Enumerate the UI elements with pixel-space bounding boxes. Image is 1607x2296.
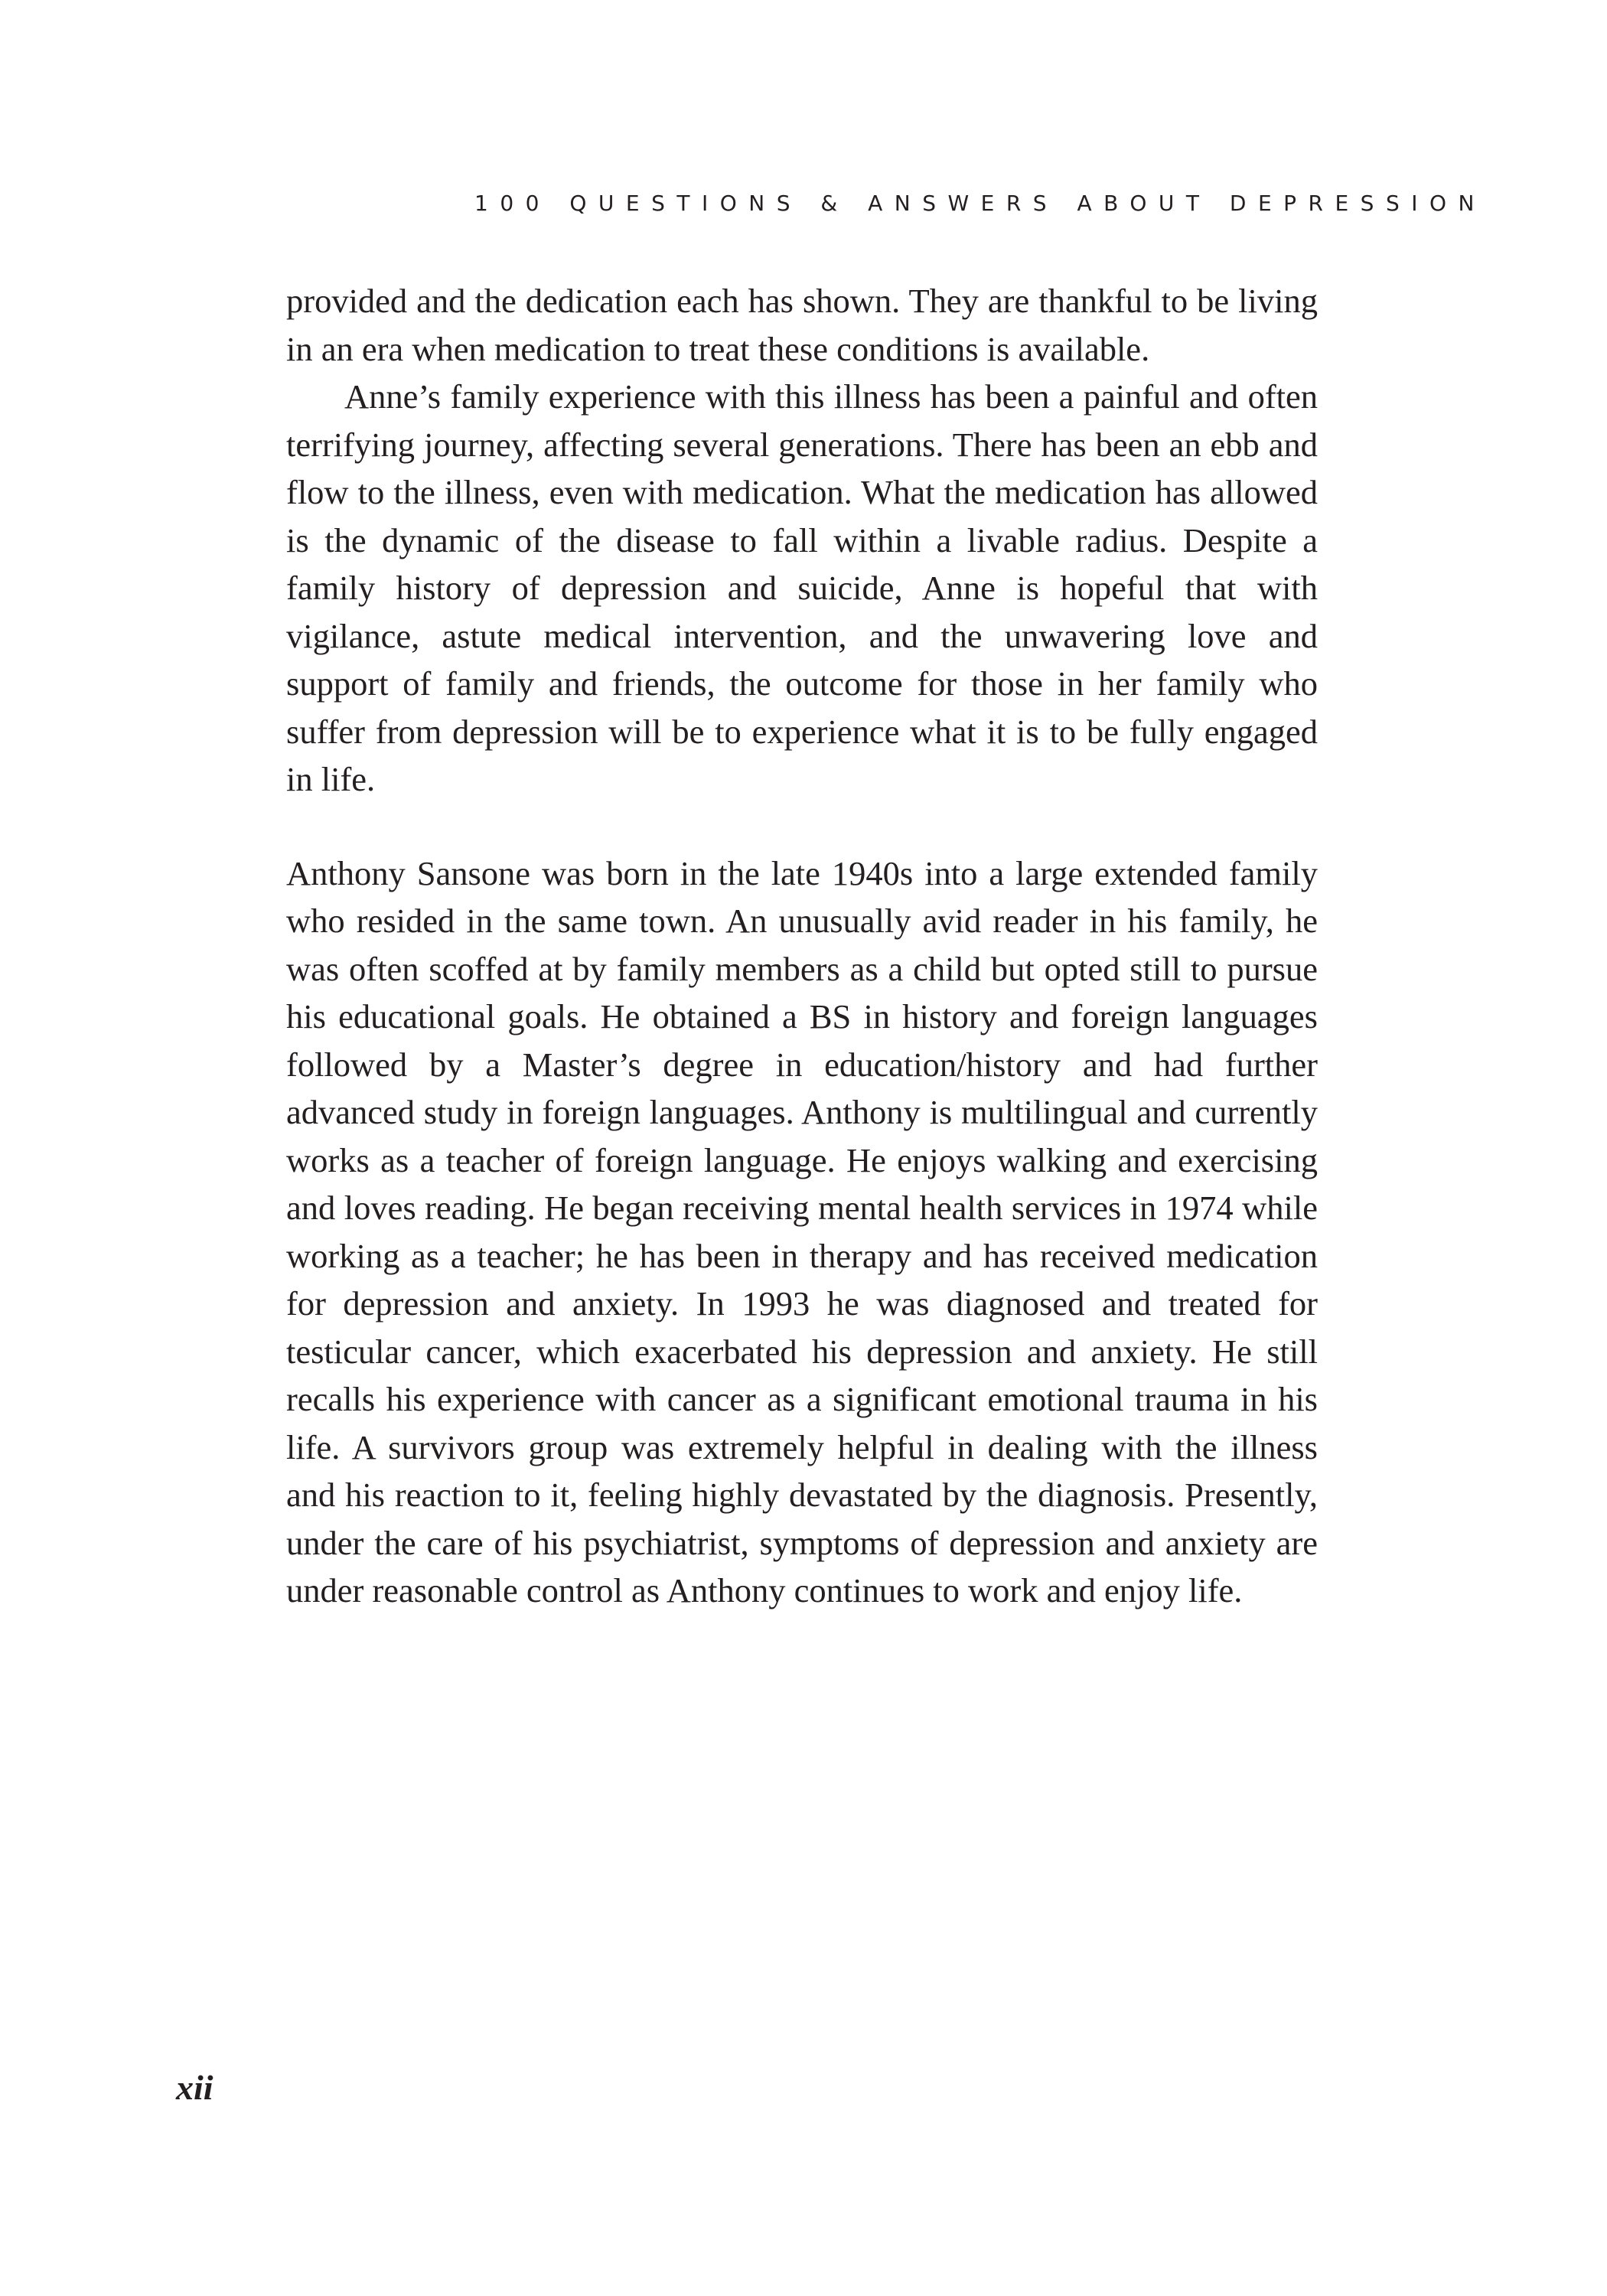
paragraph-anthony-bio: Anthony Sansone was born in the late 1940s into a large extended family who resided in the same town. An unusually avid reader in his family, he was often scoffed at by family members as a child but opted still to pursue his educational goals. He obtained a BS in history and foreign languages followed by a Master’s degree in education/history and had further advanced study in foreign languages. Anthony is multilingual and currently works as a teacher of foreign language. He enjoys walking and exercising and loves reading. He began receiving mental health services in 1974 while working as a teacher; he has been in therapy and has received medication for depression and anxiety. In 1993 he was diagnosed and treated for testicular cancer, which exacerbated his depression and anxiety. He still recalls his experience with cancer as a significant emotional trauma in his life. A survivors group was extremely helpful in dealing with the illness and his reaction to it, feeling highly devastated by the diagnosis. Presently, under the care of his psychiatrist, symptoms of depression and anxiety are under reasonable control as Anthony continues to work and enjoy life. [286,853,1318,1609]
page-number: xii [176,2068,214,2107]
running-head: 100 QUESTIONS & ANSWERS ABOUT DEPRESSION [474,191,1486,216]
paragraph-continued: provided and the dedication each has shown. They are thankful to be living in an era when medication to treat these conditions is available. [286,282,1318,368]
paragraph-anne-family: Anne’s family experience with this illness has been a painful and often terrifying journey, affecting several generations. There has been an ebb and flow to the illness, even with medication. What the medication has allowed is the dynamic of the disease to fall within a livable radius. Despite a family history of depression and suicide, Anne is hopeful that with vigilance, astute medical intervention, and the unwavering love and support of family and friends, the outcome for those in her family who suffer from depression will be to experience what it is to be fully engaged in life. [286,377,1318,798]
body-text [286,277,1318,1615]
section-break [286,804,1318,850]
